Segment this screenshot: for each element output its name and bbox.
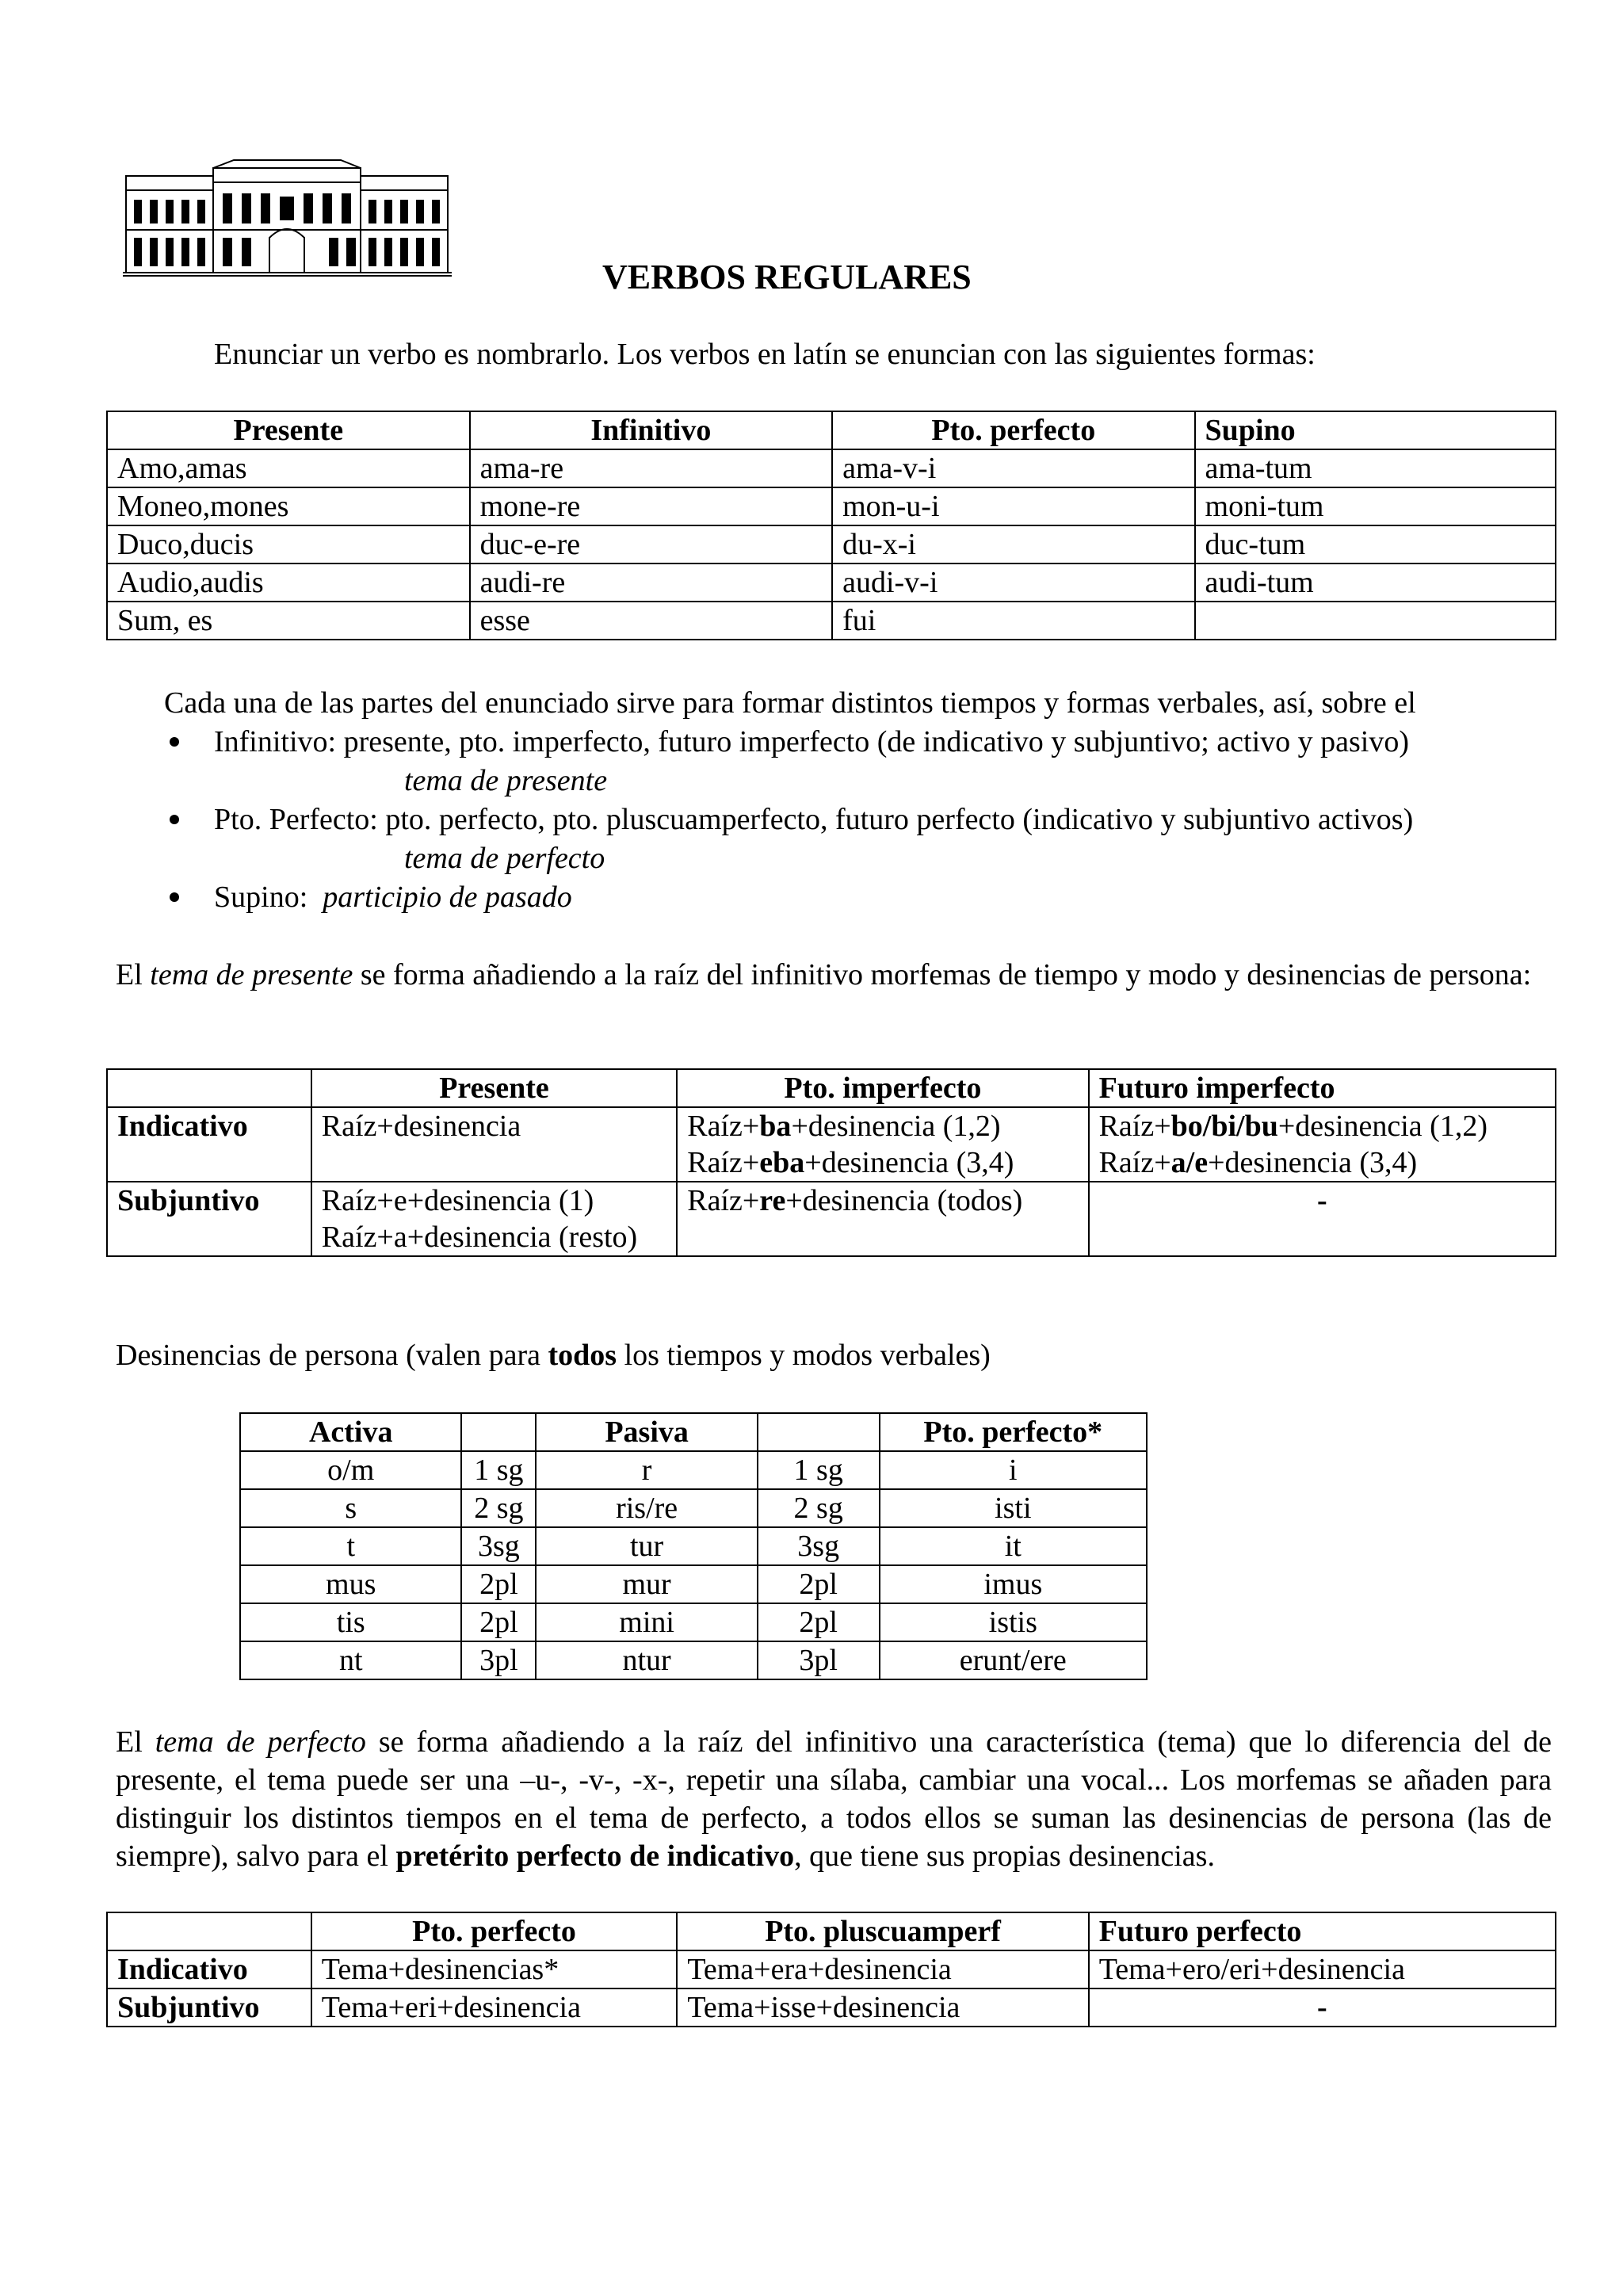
- building-logo: [123, 159, 452, 279]
- bullet-perfecto: Pto. Perfecto: pto. perfecto, pto. pluscuamperfecto, futuro perfecto (indicativo y subjuntivo activos): [214, 803, 1414, 836]
- cell-line: Raíz+a+desinencia (resto): [321, 1221, 638, 1254]
- table-row: [240, 1641, 1147, 1679]
- para-term: tema de presente: [150, 958, 353, 991]
- table-row: [240, 1565, 1147, 1603]
- col-header: Supino: [1195, 411, 1556, 449]
- col-header: Pto. perfecto: [311, 1912, 678, 1950]
- table-cell: [1195, 602, 1556, 640]
- col-header: Infinitivo: [470, 411, 832, 449]
- col-header: Pto. pluscuamperf: [677, 1912, 1088, 1950]
- col-header: [758, 1413, 880, 1451]
- table-cell: 3pl: [758, 1641, 880, 1679]
- table-cell: Tema+eri+desinencia: [311, 1988, 678, 2027]
- desinencias-table: [239, 1412, 1148, 1680]
- table-cell: Tema+era+desinencia: [677, 1950, 1088, 1988]
- table-cell: 2pl: [461, 1565, 536, 1603]
- table-cell: [1089, 1107, 1556, 1182]
- table-row: [240, 1527, 1147, 1565]
- table-cell: erunt/ere: [880, 1641, 1147, 1679]
- supino-value: participio de pasado: [323, 881, 572, 914]
- table-cell: 2 sg: [461, 1489, 536, 1527]
- table-cell: istis: [880, 1603, 1147, 1641]
- table-cell: s: [240, 1489, 461, 1527]
- table-cell: Moneo,mones: [107, 487, 470, 525]
- table-row: [107, 1107, 1556, 1182]
- table-header-row: [107, 1912, 1556, 1950]
- table-cell: ama-v-i: [832, 449, 1194, 487]
- table-row: [107, 1950, 1556, 1988]
- table-cell: it: [880, 1527, 1147, 1565]
- table-cell: Duco,ducis: [107, 525, 470, 563]
- table-row: [240, 1489, 1147, 1527]
- table-cell: moni-tum: [1195, 487, 1556, 525]
- table-cell: Amo,amas: [107, 449, 470, 487]
- table-cell: mini: [536, 1603, 757, 1641]
- table-cell: [311, 1182, 677, 1256]
- table-cell: o/m: [240, 1451, 461, 1489]
- table-cell: mon-u-i: [832, 487, 1194, 525]
- table-header-row: [107, 1069, 1556, 1107]
- table-cell: imus: [880, 1565, 1147, 1603]
- table-cell: ama-re: [470, 449, 832, 487]
- table-cell: t: [240, 1527, 461, 1565]
- table-cell: Tema+desinencias*: [311, 1950, 678, 1988]
- col-header: Activa: [240, 1413, 461, 1451]
- table-cell: du-x-i: [832, 525, 1194, 563]
- cell-line: Raíz+eba+desinencia (3,4): [687, 1146, 1014, 1179]
- col-header: Futuro perfecto: [1089, 1912, 1556, 1950]
- table-cell: tis: [240, 1603, 461, 1641]
- table-row: [107, 1182, 1556, 1256]
- table-cell: audi-re: [470, 563, 832, 602]
- table-header-row: [107, 411, 1556, 449]
- col-header: Pto. perfecto: [832, 411, 1194, 449]
- col-header: Pto. perfecto*: [880, 1413, 1147, 1451]
- col-header: Pasiva: [536, 1413, 757, 1451]
- table-cell: nt: [240, 1641, 461, 1679]
- table-row: [107, 525, 1556, 563]
- tema-perfecto-table: [106, 1912, 1556, 2027]
- table-row: [240, 1603, 1147, 1641]
- table-cell: -: [1089, 1988, 1556, 2027]
- para-text: El: [116, 958, 143, 991]
- bullet: [170, 892, 179, 902]
- cell-line: Raíz+ba+desinencia (1,2): [687, 1110, 1001, 1143]
- para-text: se forma añadiendo a la raíz del infinitivo morfemas de tiempo y modo y desinencias de persona:: [360, 958, 1532, 991]
- table-cell: r: [536, 1451, 757, 1489]
- table-header-row: [240, 1413, 1147, 1451]
- table-row: [107, 449, 1556, 487]
- table-cell: ama-tum: [1195, 449, 1556, 487]
- table-row: [107, 563, 1556, 602]
- bullet-supino: [214, 879, 572, 917]
- col-header: [107, 1912, 311, 1950]
- table-cell: mur: [536, 1565, 757, 1603]
- table-cell: duc-e-re: [470, 525, 832, 563]
- table-cell: 3sg: [758, 1527, 880, 1565]
- table-cell: 1 sg: [758, 1451, 880, 1489]
- table-cell: duc-tum: [1195, 525, 1556, 563]
- table-cell: ris/re: [536, 1489, 757, 1527]
- presente-paragraph: [116, 956, 1552, 994]
- bullet: [170, 815, 179, 824]
- table-cell: 3pl: [461, 1641, 536, 1679]
- bullet-infinitivo-sub: tema de presente: [404, 764, 608, 797]
- table-cell: i: [880, 1451, 1147, 1489]
- table-cell: [677, 1107, 1088, 1182]
- table-cell: Raíz+re+desinencia (todos): [677, 1182, 1088, 1256]
- row-label: Indicativo: [107, 1107, 311, 1182]
- table-cell: tur: [536, 1527, 757, 1565]
- cell-line: Raíz+e+desinencia (1): [321, 1184, 594, 1217]
- perfecto-paragraph: El tema de perfecto se forma añadiendo a la raíz del infinitivo una característica (tema) que lo diferencia del de presente, el tema puede ser una –u-, -v-, -x-, repetir una sílaba, cambiar una vocal... Los morfemas se añaden para distinguir los distintos tiempos en el tema de perfecto, a todos ellos se suman las desinencias de persona (las de siempre), salvo para el pretérito perfecto de indicativo, que tiene sus propias desinencias.: [116, 1725, 1552, 1873]
- table-cell: 2pl: [758, 1603, 880, 1641]
- table-cell: 1 sg: [461, 1451, 536, 1489]
- table-cell: mus: [240, 1565, 461, 1603]
- bullet-perfecto-sub: tema de perfecto: [404, 842, 605, 875]
- bullet: [170, 737, 179, 747]
- table-row: [107, 602, 1556, 640]
- table-cell: Sum, es: [107, 602, 470, 640]
- page-title: VERBOS REGULARES: [602, 258, 972, 296]
- table-cell: 2 sg: [758, 1489, 880, 1527]
- table-cell: -: [1089, 1182, 1556, 1256]
- cell-line: Raíz+a/e+desinencia (3,4): [1098, 1146, 1418, 1179]
- intro-text: Enunciar un verbo es nombrarlo. Los verbos en latín se enuncian con las siguientes formas:: [214, 338, 1316, 371]
- desinencias-paragraph: Desinencias de persona (valen para todos los tiempos y modos verbales): [116, 1339, 991, 1372]
- table-cell: esse: [470, 602, 832, 640]
- table-cell: Tema+isse+desinencia: [677, 1988, 1088, 2027]
- col-header: Pto. imperfecto: [677, 1069, 1088, 1107]
- col-header: Presente: [107, 411, 470, 449]
- parts-lead: Cada una de las partes del enunciado sirve para formar distintos tiempos y formas verbales, así, sobre el: [164, 686, 1416, 720]
- table-cell: Tema+ero/eri+desinencia: [1089, 1950, 1556, 1988]
- bullet-infinitivo: Infinitivo: presente, pto. imperfecto, futuro imperfecto (de indicativo y subjuntivo; activo y pasivo): [214, 725, 1409, 758]
- tema-presente-table: [106, 1068, 1556, 1257]
- table-cell: fui: [832, 602, 1194, 640]
- table-cell: Audio,audis: [107, 563, 470, 602]
- table-row: [107, 1988, 1556, 2027]
- row-label: Indicativo: [107, 1950, 311, 1988]
- col-header: Futuro imperfecto: [1089, 1069, 1556, 1107]
- cell-line: Raíz+bo/bi/bu+desinencia (1,2): [1098, 1110, 1487, 1143]
- col-header: [107, 1069, 311, 1107]
- table-cell: ntur: [536, 1641, 757, 1679]
- col-header: [461, 1413, 536, 1451]
- table-row: [107, 487, 1556, 525]
- table-cell: 2pl: [758, 1565, 880, 1603]
- table-cell: 3sg: [461, 1527, 536, 1565]
- table-cell: audi-tum: [1195, 563, 1556, 602]
- table-row: [240, 1451, 1147, 1489]
- table-cell: 2pl: [461, 1603, 536, 1641]
- supino-label: Supino:: [214, 881, 308, 914]
- row-label: Subjuntivo: [107, 1988, 311, 2027]
- enunciado-table: [106, 411, 1556, 640]
- col-header: Presente: [311, 1069, 677, 1107]
- table-cell: audi-v-i: [832, 563, 1194, 602]
- table-cell: mone-re: [470, 487, 832, 525]
- table-cell: isti: [880, 1489, 1147, 1527]
- row-label: Subjuntivo: [107, 1182, 311, 1256]
- table-cell: Raíz+desinencia: [311, 1107, 677, 1182]
